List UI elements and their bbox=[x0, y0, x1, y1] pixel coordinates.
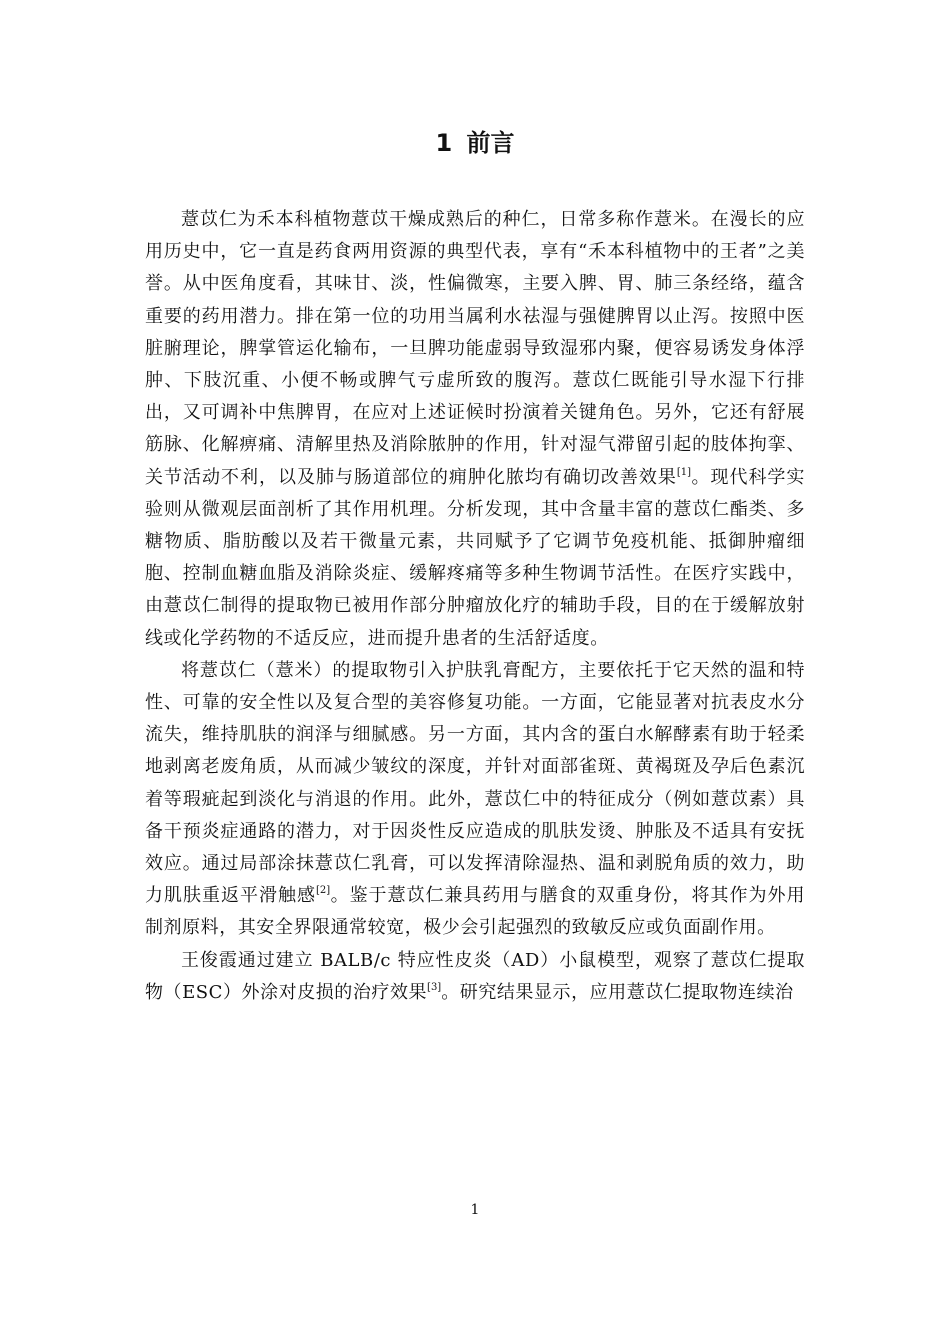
paragraph-3-text-b: 。研究结果显示，应用薏苡仁提取物连续治 bbox=[441, 981, 794, 1003]
section-title: 1 前言 bbox=[435, 129, 515, 157]
paragraph-1-text-a: 薏苡仁为禾本科植物薏苡干燥成熟后的种仁，日常多称作薏米。在漫长的应用历史中，它一直是药食两用资源的典型代表，享有“禾本科植物中的王者”之美誉。从中医角度看，其味甘、淡，性偏微寒，主要入脾、胃、肺三条经络，蕴含重要的药用潜力。排在第一位的功用当属利水祛湿与强健脾胃以止泻。按照中医脏腑理论，脾掌管运化输布，一旦脾功能虚弱导致湿邪内聚，便容易诱发身体浮肿、下肢沉重、小便不畅或脾气亏虚所致的腹泻。薏苡仁既能引导水湿下行排出，又可调补中焦脾胃，在应对上述证候时扮演着关键角色。另外，它还有舒展筋脉、化解痹痛、清解里热及消除脓肿的作用，针对湿气滞留引起的肢体拘挛、关节活动不利，以及肺与肠道部位的痈肿化脓均有确切改善效果 bbox=[145, 209, 805, 488]
citation-3: [3] bbox=[427, 981, 442, 993]
paragraph-2 bbox=[145, 655, 805, 945]
paragraph-2-text-a: 将薏苡仁（薏米）的提取物引入护肤乳膏配方，主要依托于它天然的温和特性、可靠的安全性以及复合型的美容修复功能。一方面，它能显著对抗表皮水分流失，维持肌肤的润泽与细腻感。另一方面，其内含的蛋白水解酵素有助于轻柔地剥离老废角质，从而减少皱纹的深度，并针对面部雀斑、黄褐斑及孕后色素沉着等瑕疵起到淡化与消退的作用。此外，薏苡仁中的特征成分（例如薏苡素）具备干预炎症通路的潜力，对于因炎性反应造成的肌肤发烫、肿胀及不适具有安抚效应。通过局部涂抹薏苡仁乳膏，可以发挥清除湿热、温和剥脱角质的效力，助力肌肤重返平滑触感 bbox=[145, 659, 805, 907]
body-text bbox=[145, 204, 805, 1009]
citation-1: [1] bbox=[676, 466, 692, 478]
paragraph-1-text-b: 。现代科学实验则从微观层面剖析了其作用机理。分析发现，其中含量丰富的薏苡仁酯类、多糖物质、脂肪酸以及若干微量元素，共同赋予了它调节免疫机能、抵御肿瘤细胞、控制血糖血脂及消除炎症、缓解疼痛等多种生物调节活性。在医疗实践中，由薏苡仁制得的提取物已被用作部分肿瘤放化疗的辅助手段，目的在于缓解放射线或化学药物的不适反应，进而提升患者的生活舒适度。 bbox=[145, 466, 805, 649]
paragraph-3-text-a: 王俊霞通过建立 BALB/c 特应性皮炎（AD）小鼠模型，观察了薏苡仁提取物（ESC）外涂对皮损的治疗效果 bbox=[145, 949, 805, 1003]
paragraph-2-text-b: 。鉴于薏苡仁兼具药用与膳食的双重身份，将其作为外用制剂原料，其安全界限通常较宽，极少会引起强烈的致敏反应或负面副作用。 bbox=[145, 885, 805, 939]
paragraph-3 bbox=[145, 945, 805, 1009]
citation-2: [2] bbox=[315, 885, 331, 897]
page-number: 1 bbox=[470, 1202, 480, 1218]
paragraph-1 bbox=[145, 204, 805, 655]
